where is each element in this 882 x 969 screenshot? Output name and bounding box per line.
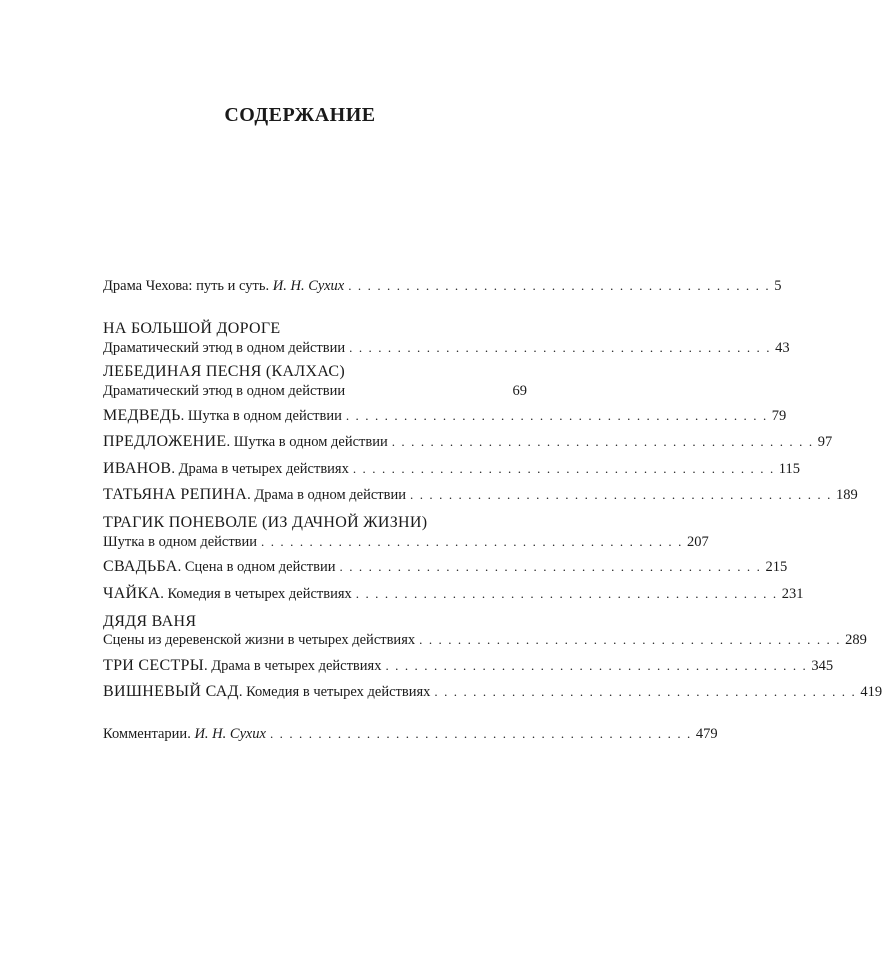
toc-entry-subtitle: Шутка в одном действии [103,534,258,550]
dot-leader: . . . . . . . . . . . . . . . . . . . . . . . . . . . . . . . . . . . . . . . . . . . . [339,559,762,574]
toc-entry-text: СВАДЬБА. Сцена в одном действии [103,558,336,575]
toc-entry-subtitle-row[interactable] [103,630,867,650]
dot-leader: . . . . . . . . . . . . . . . . . . . . . . . . . . . . . . . . . . . . . . . . . . . . [352,461,775,476]
dot-leader: . . . . . . . . . . . . . . . . . . . . . . . . . . . . . . . . . . . . . . . . . . . . [269,726,692,741]
toc-entry[interactable] [103,584,804,604]
toc-entry-subtitle: Драматический этюд в одном действии [103,383,346,399]
toc-entry-subtitle-row[interactable] [103,338,790,358]
page-number: 69 [512,383,527,399]
toc-entry-title[interactable]: ТРАГИК ПОНЕВОЛЕ (ИЗ ДАЧНОЙ ЖИЗНИ) [103,514,428,531]
toc-entry-subtitle-row[interactable] [103,532,709,552]
toc-entry-title[interactable]: ЛЕБЕДИНАЯ ПЕСНЯ (КАЛХАС) [103,363,345,380]
toc-entry[interactable] [103,656,834,676]
toc-entry-commentary[interactable] [103,724,718,744]
toc-entry[interactable] [103,682,882,702]
dot-leader: . . . . . . . . . . . . . . . . . . . . . . . . . . . . . . . . . . . . . . . . . . . . [385,658,808,673]
toc-entry[interactable] [103,485,858,505]
toc-entry-text: ЧАЙКА. Комедия в четырех действиях [103,585,352,602]
toc-entry-text: Комментарии. И. Н. Сухих [103,726,266,742]
dot-leader: . . . . . . . . . . . . . . . . . . . . . . . . . . . . . . . . . . . . . . . . . . . . [355,586,778,601]
page-number: 79 [771,408,787,424]
page-number: 231 [781,586,804,602]
page-number: 479 [695,726,718,742]
toc-entry-text: ТАТЬЯНА РЕПИНА. Драма в одном действии [103,486,407,503]
dot-leader: . . . . . . . . . . . . . . . . . . . . . . . . . . . . . . . . . . . . . . . . . . . . [434,684,857,699]
toc-entry[interactable] [103,432,833,452]
page-number: 189 [835,487,858,503]
page-number: 115 [778,461,801,477]
dot-leader: . . . . . . . . . . . . . . . . . . . . . . . . . . . . . . . . . . . . . . . . . . . . [391,434,814,449]
page-title: СОДЕРЖАНИЕ [224,104,376,126]
author-name: И. Н. Сухих [194,726,266,742]
dot-leader: . . . . . . . . . . . . . . . . . . . . . . . . . . . . . . . . . . . . . . . . . . . . [348,278,771,293]
toc-entry-subtitle-row[interactable] [103,381,527,401]
toc-entry[interactable] [103,459,801,479]
toc-entry-text: ВИШНЕВЫЙ САД. Комедия в четырех действиях [103,683,431,700]
dot-leader: . . . . . . . . . . . . . . . . . . . . . . . . . . . . . . . . . . . . . . . . . . . . [349,340,772,355]
page-number: 289 [845,632,867,648]
toc-entry-text: ИВАНОВ. Драма в четырех действиях [103,460,349,477]
page-number: 419 [860,684,882,700]
toc-entry-subtitle: Сцены из деревенской жизни в четырех действиях [103,632,416,648]
page-number: 43 [775,340,790,356]
toc-entry[interactable] [103,406,787,426]
toc-entry-subtitle: Драматический этюд в одном действии [103,340,346,356]
toc-entry-title[interactable]: ДЯДЯ ВАНЯ [103,613,197,630]
dot-leader: . . . . . . . . . . . . . . . . . . . . . . . . . . . . . . . . . . . . . . . . . . . . [410,487,832,502]
toc-entry-title[interactable]: НА БОЛЬШОЙ ДОРОГЕ [103,320,281,337]
page-number: 97 [817,434,833,450]
page-number: 5 [774,278,782,294]
toc-entry-intro[interactable] [103,276,782,296]
toc-entry-text: ПРЕДЛОЖЕНИЕ. Шутка в одном действии [103,433,388,450]
page-number: 345 [811,658,834,674]
dot-leader: . . . . . . . . . . . . . . . . . . . . . . . . . . . . . . . . . . . . . . . . . . . . [261,534,683,549]
author-name: И. Н. Сухих [272,278,345,294]
toc-entry-text: МЕДВЕДЬ. Шутка в одном действии [103,407,342,424]
toc-entry-text: Драма Чехова: путь и суть. И. Н. Сухих [103,278,345,294]
toc-entry[interactable] [103,557,788,577]
page-number: 215 [765,559,788,575]
dot-leader: . . . . . . . . . . . . . . . . . . . . . . . . . . . . . . . . . . . . . . . . . . . . [419,632,842,647]
page-number: 207 [686,534,709,550]
dot-leader: . . . . . . . . . . . . . . . . . . . . . . . . . . . . . . . . . . . . . . . . . . . . [345,408,768,423]
toc-entry-text: ТРИ СЕСТРЫ. Драма в четырех действиях [103,657,382,674]
